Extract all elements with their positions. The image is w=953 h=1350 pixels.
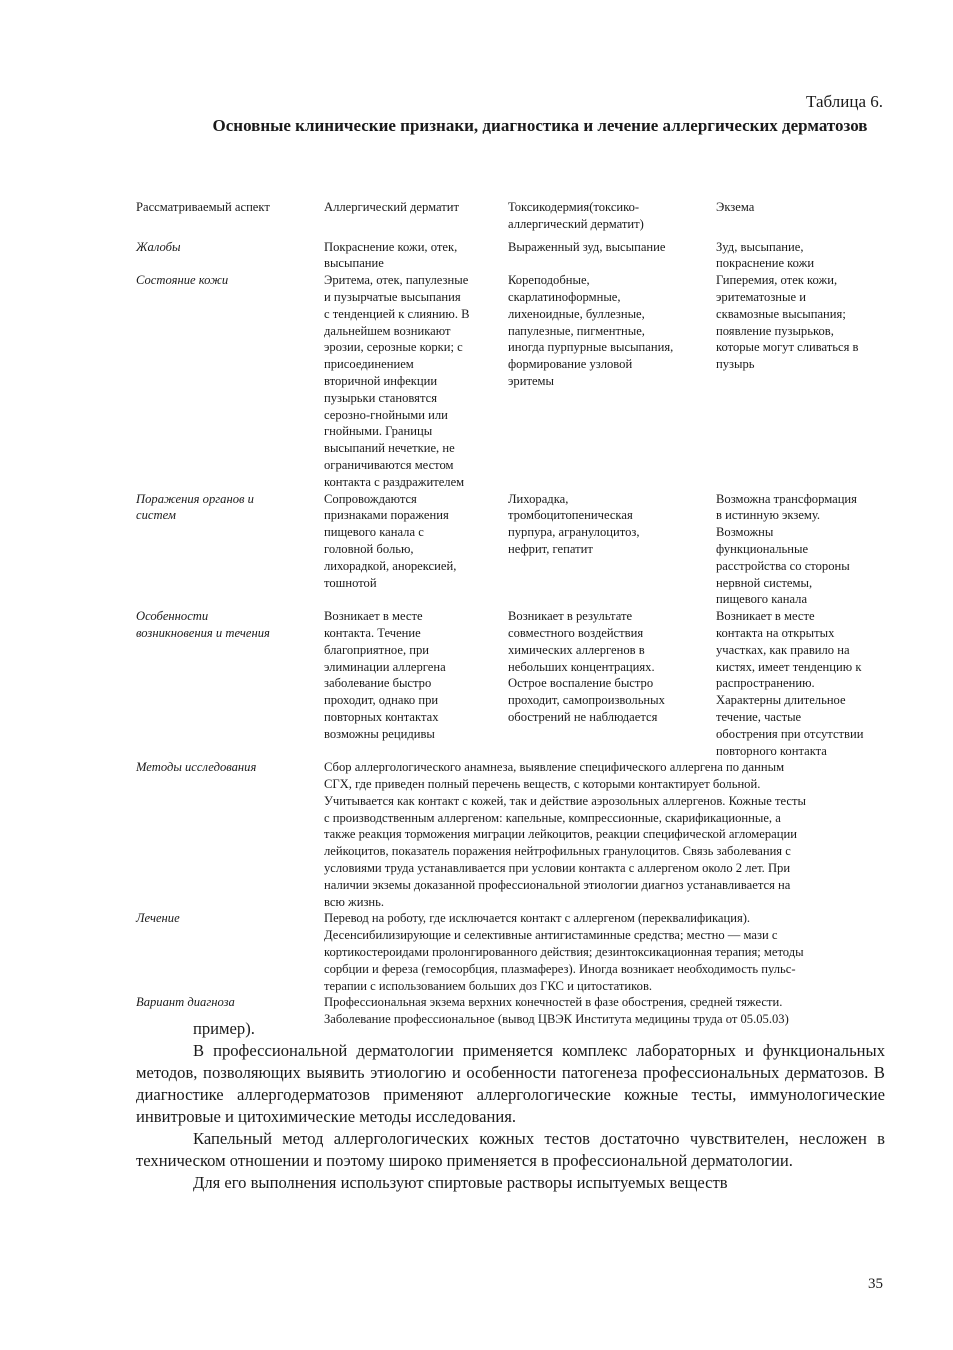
table-cell: Возможна трансформация в истинную экзему. Возможны функциональные расстройства со стороны нервной системы, пищевого канала: [716, 491, 857, 607]
table-cell: Возникает в месте контакта на открытых участках, как правило на кистях, имеет тенденцию к распространению. Характерны длительное течение, частые обострения при отсутствии повторного контакта: [716, 609, 864, 758]
table-row: [136, 272, 888, 490]
header-toxicoderma: Токсикодермия(токсико- аллергический дерматит): [508, 200, 644, 231]
paragraph: Для его выполнения используют спиртовые растворы испытуемых веществ: [193, 1173, 728, 1192]
table-label: Таблица 6.: [806, 92, 883, 111]
table-row: [136, 239, 888, 273]
table-cell: Зуд, высыпание, покраснение кожи: [716, 239, 815, 271]
row-aspect: Лечение: [136, 911, 180, 926]
body-text: [136, 1018, 885, 1194]
table-cell-wide: Перевод на роботу, где исключается контакт с аллергеном (переквалификация). Десенсибилизирующие и селективные антигистаминные средства; местно — мази с кортикостероидами пролонгированного действия; дезинтоксикационная терапия; методы сорбции и фереза (гемосорбция, плазмаферез). Иногда возникает необходимость пульс- терапии с использованием больших доз ГКС и цитостатиков.: [324, 911, 804, 993]
table-row: [136, 608, 888, 759]
table-row: [136, 491, 888, 609]
header-eczema: Экзема: [716, 200, 755, 214]
table-cell: Кореподобные, скарлатиноформные, лихеноидные, буллезные, папулезные, пигментные, иногда пурпурные высыпания, формирование узловой эритемы: [508, 273, 674, 388]
table-cell: Выраженный зуд, высыпание: [508, 239, 666, 254]
page-number: 35: [868, 1276, 883, 1292]
row-aspect: Особенности возникновения и течения: [136, 609, 270, 640]
table-cell: Эритема, отек, папулезные и пузырчатые высыпания с тенденцией к слиянию. В дальнейшем возникают эрозии, серозные корки; с присоединением вторичной инфекции пузырьки становятся серозно-гнойными или гнойными. Границы высыпаний нечеткие, не ограничиваются местом контакта с раздражителем: [324, 273, 470, 489]
paragraph: В профессиональной дерматологии применяется комплекс лабораторных и функциональных методов, позволяющих выявить этиологию и особенности патогенеза профессиональных дерматозов. В диагностике аллергодерматозов применяют аллергологические кожные тесты, иммунологические инвитровые и цитохимические методы исследования.: [136, 1041, 885, 1126]
paragraph: пример).: [193, 1019, 255, 1038]
table-cell: Сопровождаются признаками поражения пищевого канала с головной болью, лихорадкой, анорексией, тошнотой: [324, 491, 457, 590]
table-row-wide: [136, 759, 888, 910]
table-row-wide: [136, 910, 888, 994]
table-cell: Возникает в месте контакта. Течение благоприятное, при элиминации аллергена заболевание быстро проходит, однако при повторных контактах возможны рецидивы: [324, 609, 446, 741]
row-aspect: Вариант диагноза: [136, 995, 235, 1010]
table-cell: Возникает в результате совместного воздействия химических аллергенов в небольших концентрациях. Острое воспаление быстро проходит, самопроизвольных обострений не наблюдается: [508, 609, 665, 724]
header-allergic-dermatitis: Аллергический дерматит: [324, 200, 460, 214]
table-cell: Гиперемия, отек кожи, эритематозные и сквамозные высыпания; появление пузырьков, которые могут сливаться в пузырь: [716, 273, 859, 372]
table-header-row: [136, 199, 888, 233]
row-aspect: Состояние кожи: [136, 273, 229, 288]
table-cell-wide: Профессиональная экзема верхних конечностей в фазе обострения, средней тяжести. Заболевание профессиональное (вывод ЦВЭК Института медицины труда от 05.05.03): [324, 995, 789, 1027]
row-aspect: Методы исследования: [136, 760, 257, 775]
table-title: Основные клинические признаки, диагностика и лечение аллергических дерматозов: [212, 116, 868, 135]
table-cell: Покраснение кожи, отек, высыпание: [324, 239, 458, 271]
table-cell-wide: Сбор аллергологического анамнеза, выявление специфического аллергена по данным СГХ, где приведен полный перечень веществ, с которыми контактирует больной. Учитывается как контакт с кожей, так и действие аэрозольных аллергенов. Кожные тесты с производственным аллергеном: капельные, компрессионные, скарификационные, а также реакция торможения миграции лейкоцитов, реакции специфической агломерации лейкоцитов, показатель поражения нейтрофильных гранулоцитов. Связь заболевания с условиями труда устанавливается при условии контакта с аллергеном около 2 лет. При наличии экземы доказанной профессиональной этиологии диагноз устанавливается на всю жизнь.: [324, 760, 806, 909]
table-cell: Лихорадка, тромбоцитопеническая пурпура, агранулоцитоз, нефрит, гепатит: [508, 491, 640, 556]
clinical-table: [136, 199, 888, 1028]
header-aspect: Рассматриваемый аспект: [136, 200, 270, 214]
paragraph: Капельный метод аллергологических кожных тестов достаточно чувствителен, несложен в техническом отношении и поэтому широко применяется в профессиональной дерматологии.: [136, 1129, 885, 1170]
row-aspect: Жалобы: [136, 239, 181, 254]
row-aspect: Поражения органов и систем: [136, 491, 254, 523]
